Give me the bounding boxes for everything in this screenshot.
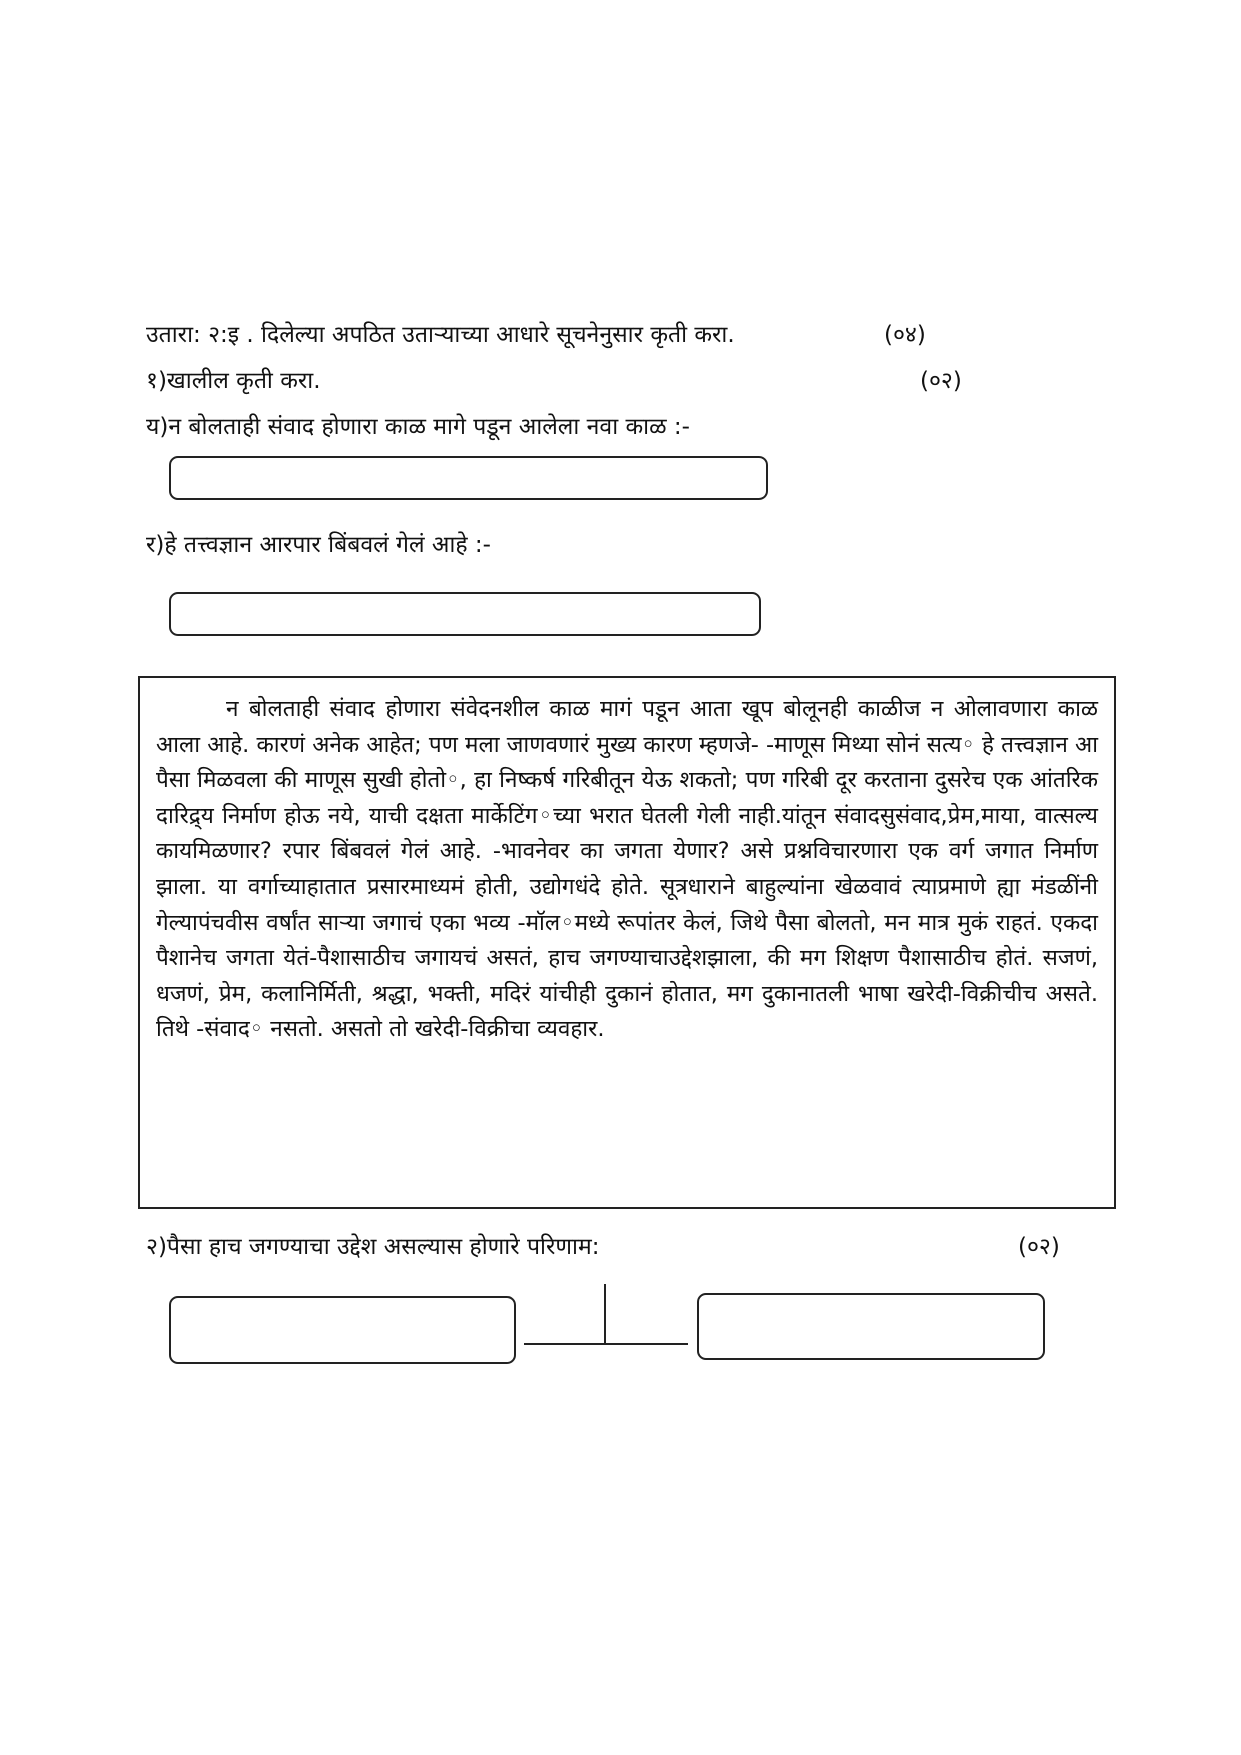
question-1a-text: य)न बोलताही संवाद होणारा काळ मागे पडून आलेला नवा काळ :-	[146, 414, 690, 440]
question-2-marks: (०२)	[1018, 1234, 1060, 1260]
connector-horizontal-line	[524, 1343, 688, 1345]
question-1-instruction: १)खालील कृती करा.	[146, 368, 321, 394]
passage-box	[138, 676, 1116, 1209]
question-1-marks: (०२)	[920, 368, 962, 394]
passage-text: न बोलताही संवाद होणारा संवेदनशील काळ मागं पडून आता खूप बोलूनही काळीज न ओलावणारा काळ आला आहे. कारणं अनेक आहेत; पण मला जाणवणारं मुख्य कारण म्हणजे- -माणूस मिथ्या सोनं सत्य◦ हे तत्त्वज्ञान आ पैसा मिळवला की माणूस सुखी होतो◦, हा निष्कर्ष गरिबीतून येऊ शकतो; पण गरिबी दूर करताना दुसरेच एक आंतरिक दारिद्र्य निर्माण होऊ नये, याची दक्षता मार्केटिंग◦च्या भरात घेतली गेली नाही.यांतून संवादसुसंवाद,प्रेम,माया, वात्सल्य कायमिळणार? रपार बिंबवलं गेलं आहे. -भावनेवर का जगता येणार? असे प्रश्नविचारणारा एक वर्ग जगात निर्माण झाला. या वर्गाच्याहातात प्रसारमाध्यमं होती, उद्योगधंदे होते. सूत्रधाराने बाहुल्यांना खेळवावं त्याप्रमाणे ह्या मंडळींनी गेल्यापंचवीस वर्षांत साऱ्या जगाचं एका भव्य -मॉल◦मध्ये रूपांतर केलं, जिथे पैसा बोलतो, मन मात्र मुकं राहतं. एकदा पैशानेच जगता येतं-पैशासाठीच जगायचं असतं, हाच जगण्याचाउद्देशझाला, की मग शिक्षण पैशासाठीच होतं. सजणं, धजणं, प्रेम, कलानिर्मिती, श्रद्धा, भक्ती, मदिरं यांचीही दुकानं होतात, मग दुकानातली भाषा खरेदी-विक्रीचीच असते. तिथे -संवाद◦ नसतो. असतो तो खरेदी-विक्रीचा व्यवहार.	[156, 696, 1098, 1043]
question-1b-text: र)हे तत्त्वज्ञान आरपार बिंबवलं गेलं आहे :-	[146, 532, 491, 558]
answer-box-2-right[interactable]	[697, 1293, 1045, 1360]
question-heading: उतारा: २:इ . दिलेल्या अपठित उताऱ्याच्या आधारे सूचनेनुसार कृती करा.	[146, 322, 735, 348]
connector-vertical-line	[604, 1284, 606, 1344]
answer-box-1b[interactable]	[169, 592, 761, 636]
answer-box-2-left[interactable]	[169, 1296, 516, 1364]
answer-box-1a[interactable]	[169, 456, 768, 500]
heading-marks: (०४)	[884, 322, 926, 348]
question-2-text: २)पैसा हाच जगण्याचा उद्देश असल्यास होणारे परिणाम:	[146, 1234, 600, 1260]
